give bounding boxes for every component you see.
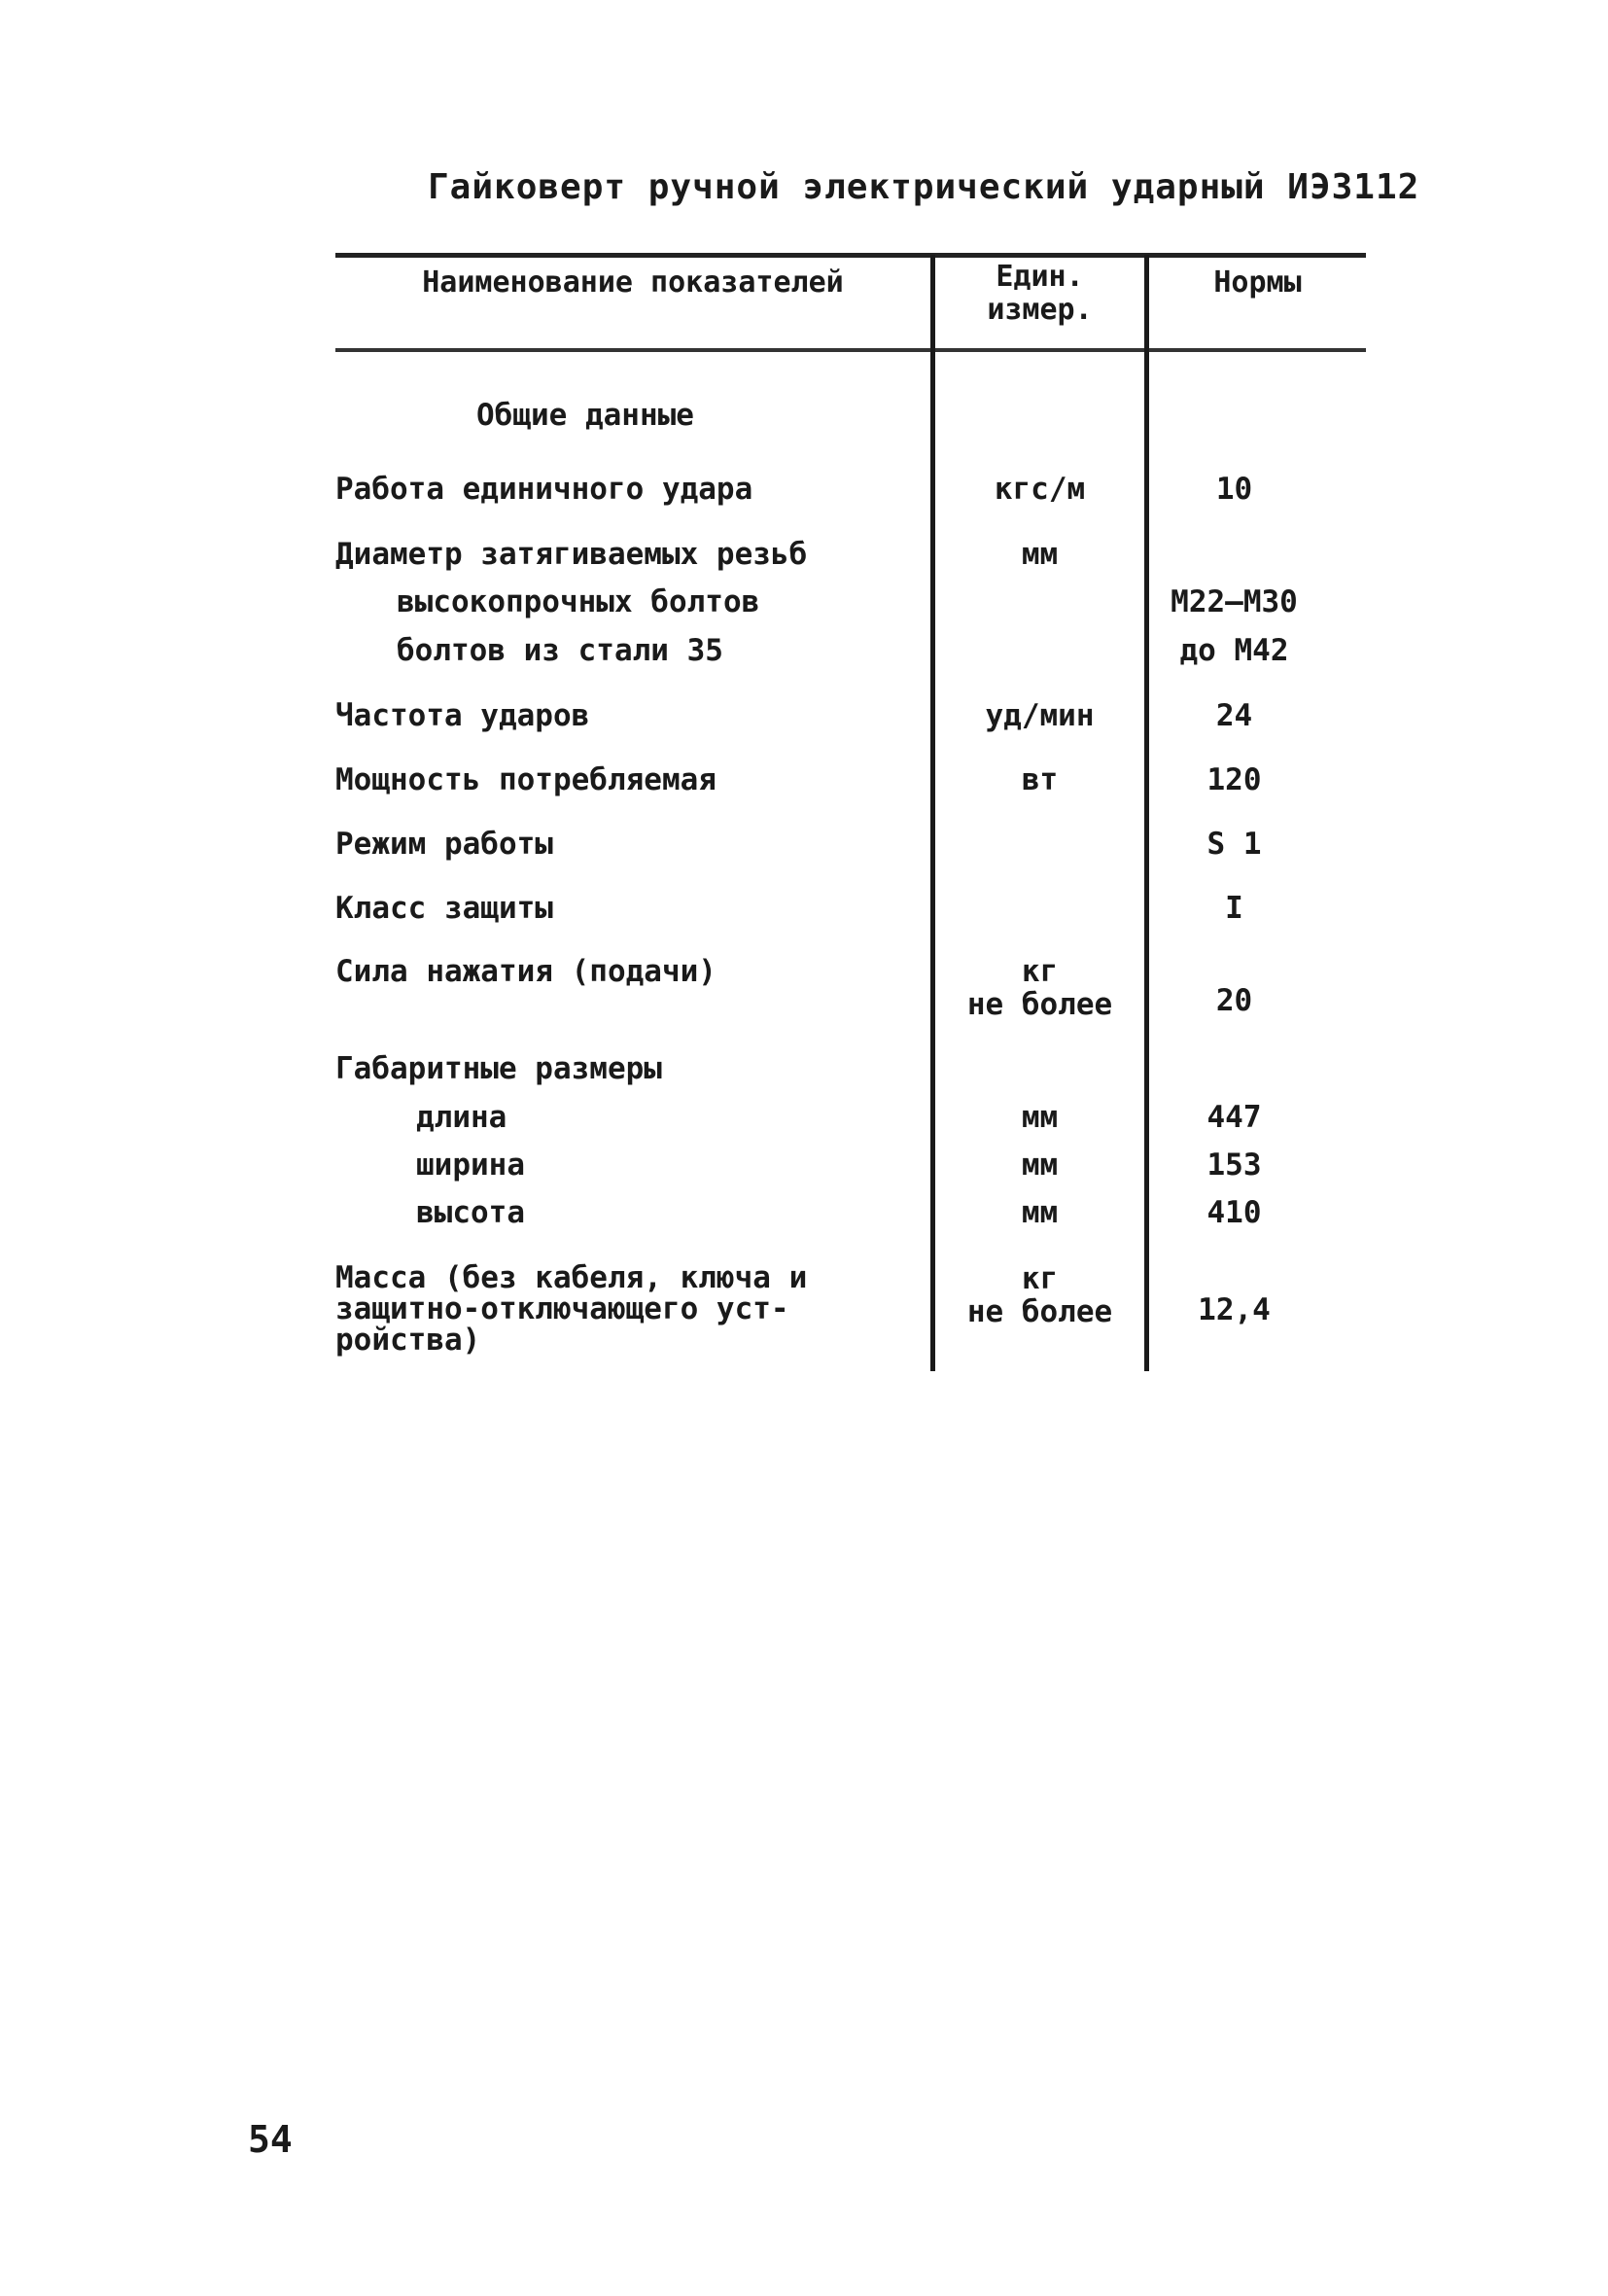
- row-label: Сила нажатия (подачи): [335, 954, 717, 989]
- row-unit: мм: [1021, 1195, 1059, 1230]
- row-label: ширина: [416, 1148, 525, 1183]
- header-norm: Нормы: [1213, 265, 1302, 300]
- table-header-rule: [335, 348, 1366, 352]
- row-unit: мм: [1021, 1148, 1059, 1183]
- row-unit: кг не более: [966, 1261, 1113, 1329]
- row-norm: S 1: [1206, 827, 1262, 862]
- row-unit: мм: [1021, 1100, 1059, 1135]
- row-label: высота: [416, 1195, 525, 1230]
- row-norm: 20: [1215, 983, 1253, 1018]
- row-label: Мощность потребляемая: [335, 762, 717, 797]
- row-unit: мм: [1021, 537, 1059, 572]
- row-norm: М22–М30: [1171, 584, 1298, 619]
- header-unit: Един. измер.: [987, 260, 1093, 327]
- row-label: длина: [416, 1100, 507, 1135]
- header-name: Наименование показателей: [422, 265, 844, 300]
- row-unit: кг не более: [966, 954, 1113, 1022]
- row-norm: 10: [1215, 472, 1253, 507]
- page-title: Гайковерт ручной электрический ударный ИЭ3112: [428, 167, 1420, 207]
- row-norm: 447: [1206, 1100, 1262, 1135]
- row-label: Режим работы: [335, 827, 553, 862]
- row-unit: уд/мин: [985, 698, 1095, 733]
- row-label: Частота ударов: [335, 698, 590, 733]
- row-norm: I: [1225, 891, 1243, 926]
- page-number: 54: [248, 2118, 293, 2161]
- row-label: Габаритные размеры: [335, 1051, 662, 1086]
- row-norm: 24: [1215, 698, 1253, 733]
- row-unit: кгс/м: [994, 472, 1086, 507]
- row-label: Диаметр затягиваемых резьб: [335, 537, 808, 572]
- row-label: Работа единичного удара: [335, 472, 753, 507]
- table-top-rule: [335, 253, 1366, 258]
- row-norm: 12,4: [1198, 1292, 1271, 1327]
- row-norm: до М42: [1179, 633, 1289, 668]
- row-norm: 153: [1206, 1148, 1262, 1183]
- row-label: болтов из стали 35: [397, 633, 723, 668]
- row-label: Масса (без кабеля, ключа и защитно-отключающего уст- ройства): [335, 1260, 808, 1358]
- row-unit: вт: [1021, 762, 1059, 797]
- row-norm: 120: [1206, 762, 1262, 797]
- row-norm: 410: [1206, 1195, 1262, 1230]
- section-heading: Общие данные: [476, 398, 694, 433]
- row-label: Класс защиты: [335, 891, 553, 926]
- row-label: высокопрочных болтов: [397, 584, 760, 619]
